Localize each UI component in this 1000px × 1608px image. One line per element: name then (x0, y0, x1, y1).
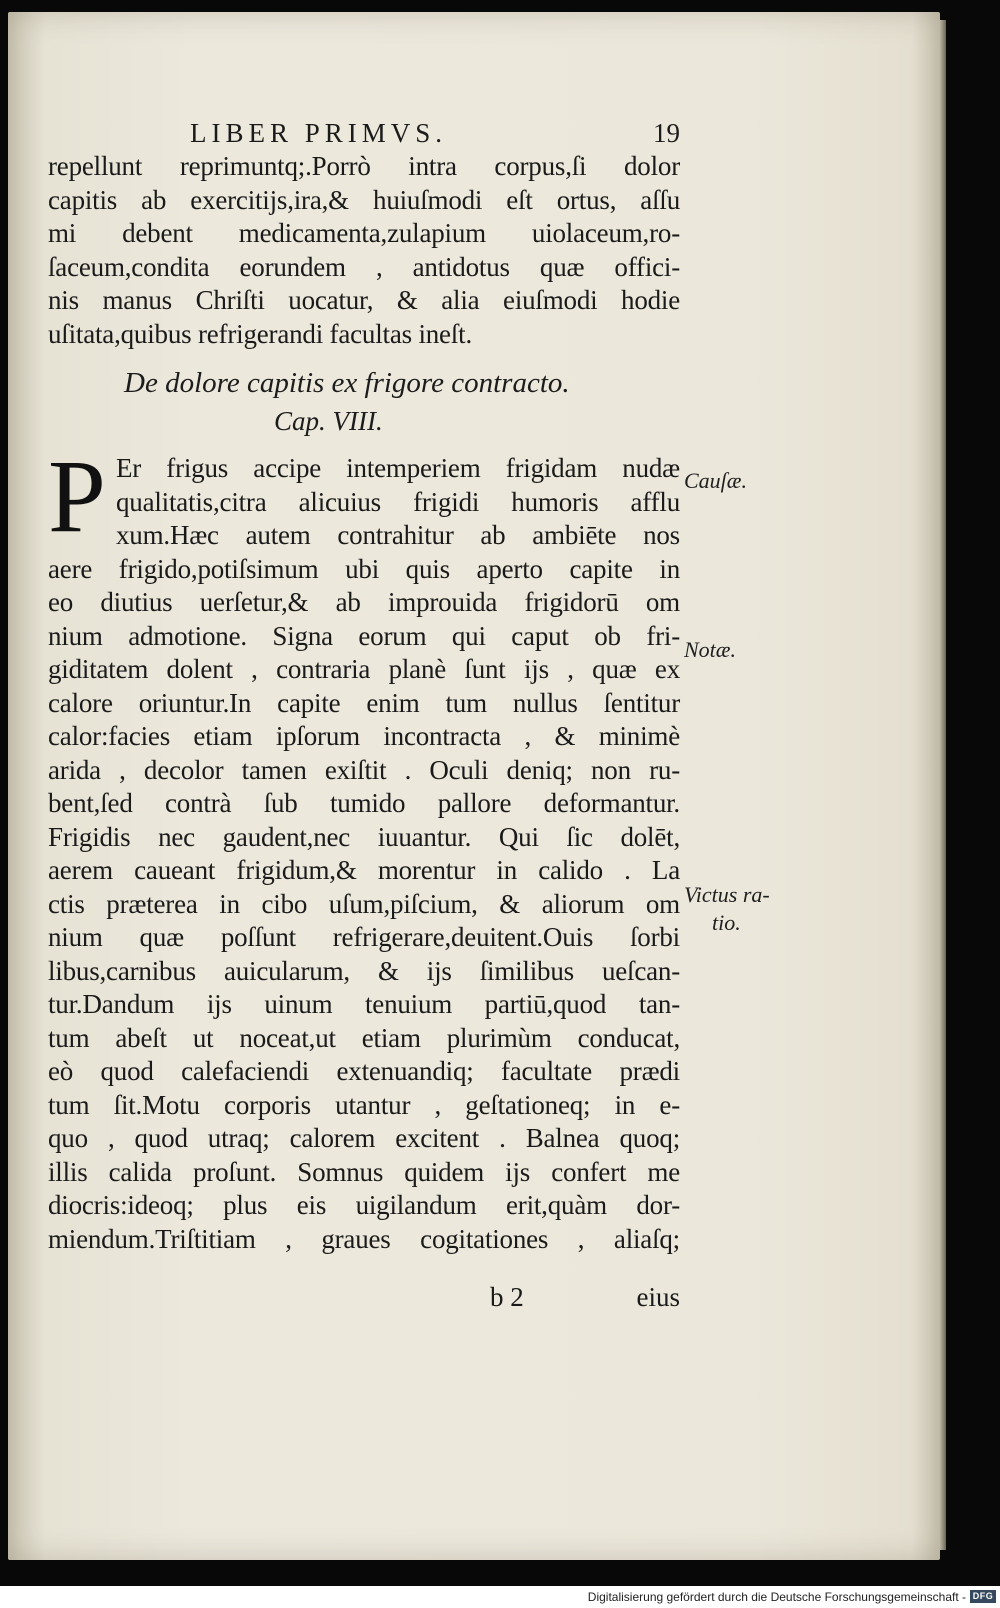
text-line: calore oriuntur.In capite enim tum nullus ſentitur (48, 687, 680, 718)
margin-note-causae: Cauſæ. (684, 468, 747, 493)
text-line: xum.Hæc autem contrahitur ab ambiēte nos (116, 520, 680, 550)
margin-note-victus-cont: tio. (712, 910, 741, 935)
signature-mark: b 2 (490, 1282, 524, 1312)
text-line: miendum.Triſtitiam , graues cogitationes , aliaſq; (48, 1223, 680, 1254)
signature-line (490, 1282, 680, 1316)
digitization-footer (0, 1586, 1000, 1608)
dfg-logo: DFG (970, 1590, 996, 1603)
text-line: quo , quod utraq; calorem excitent . Balnea quoq; (48, 1123, 680, 1153)
text-line: Er frigus accipe intemperiem frigidam nudæ (116, 453, 680, 483)
top-paragraph (48, 150, 680, 351)
text-line: tum ſit.Motu corporis utantur , geſtationeq; in e- (48, 1089, 680, 1120)
text-line: arida , decolor tamen exiſtit . Oculi deniq; non ru- (48, 754, 680, 785)
text-line: Frigidis nec gaudent,nec iuuantur. Qui ſic dolēt, (48, 821, 680, 852)
chapter-number: Cap. VIII. (274, 406, 383, 436)
text-line: aere frigido,potiſsimum ubi quis aperto capite in (48, 553, 680, 584)
text-line: uſitata,quibus refrigerandi facultas ineſt. (48, 318, 472, 349)
margin-note-notae: Notæ. (684, 637, 736, 662)
text-line: tum abeſt ut noceat,ut etiam plurimùm conducat, (48, 1022, 680, 1053)
text-line: capitis ab exercitijs,ira,& huiuſmodi eſt ortus, aſſu (48, 184, 680, 215)
text-line: ſaceum,condita eorundem , antidotus quæ offici- (48, 251, 680, 282)
text-line: qualitatis,citra alicuius frigidi humoris afflu (116, 486, 680, 517)
text-line: illis calida proſunt. Somnus quidem ijs confert me (48, 1156, 680, 1187)
text-line: eò quod calefaciendi extenuandiq; facultate prædi (48, 1056, 680, 1086)
drop-cap-initial: P (48, 439, 106, 554)
catchword: eius (636, 1282, 680, 1312)
text-line: nis manus Chriſti uocatur, & alia eiuſmodi hodie (48, 285, 680, 315)
page-edge (940, 20, 946, 1550)
text-line: aerem caueant frigidum,& morentur in calido . La (48, 855, 680, 885)
text-line: nium quæ poſſunt refrigerare,deuitent.Ouis ſorbi (48, 922, 680, 952)
main-paragraph (48, 439, 680, 1256)
margin-note-victus: Victus ra- (684, 882, 770, 907)
text-line: calor:facies etiam ipſorum incontracta , & minimè (48, 721, 680, 751)
running-head: LIBER PRIMVS. (190, 118, 448, 148)
text-line: eo diutius uerſetur,& ab improuida frigidorū om (48, 587, 680, 617)
chapter-title: De dolore capitis ex frigore contracto. (124, 367, 570, 399)
text-line: mi debent medicamenta,zulapium uiolaceum,ro- (48, 218, 680, 248)
text-line: ctis præterea in cibo uſum,piſcium, & aliorum om (48, 888, 680, 919)
text-line: nium admotione. Signa eorum qui caput ob fri- (48, 620, 680, 651)
text-line: tur.Dandum ijs uinum tenuium partiū,quod tan- (48, 989, 680, 1019)
text-line: repellunt reprimuntq;.Porrò intra corpus,ſi dolor (48, 151, 680, 181)
text-line: giditatem dolent , contraria planè ſunt ijs , quæ ex (48, 654, 680, 684)
text-line: libus,carnibus auicularum, & ijs ſimilibus ueſcan- (48, 955, 680, 986)
page-header (190, 118, 680, 150)
text-line: bent,ſed contrà ſub tumido pallore deformantur. (48, 788, 680, 818)
text-line: diocris:ideoq; plus eis uigilandum erit,quàm dor- (48, 1190, 680, 1220)
funding-credit: Digitalisierung gefördert durch die Deutsche Forschungsgemeinschaft - (587, 1590, 966, 1604)
chapter-heading (124, 364, 624, 440)
page-number: 19 (653, 118, 680, 148)
